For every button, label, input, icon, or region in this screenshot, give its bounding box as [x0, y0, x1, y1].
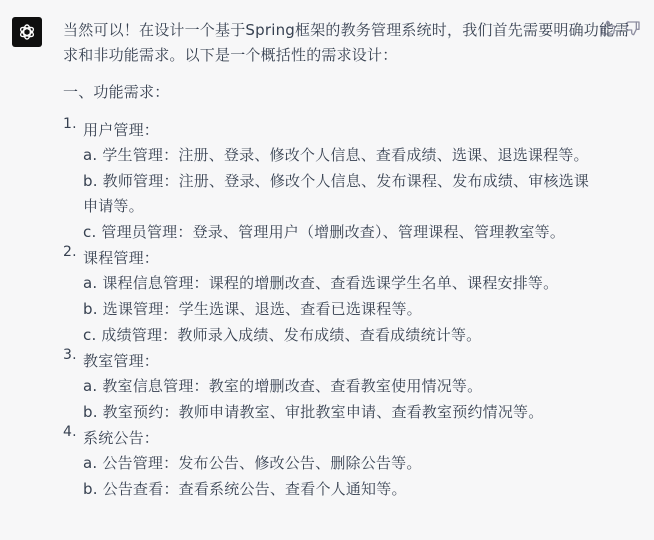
- intro-paragraph: 当然可以！在设计一个基于Spring框架的教务管理系统时，我们首先需要明确功能需求和非功能需求。以下是一个概括性的需求设计：: [63, 21, 630, 64]
- sub-item: c. 管理员管理：登录、管理用户（增删改查）、管理课程、管理教室等。: [83, 223, 566, 241]
- sub-item: a. 公告管理：发布公告、修改公告、删除公告等。: [83, 454, 422, 472]
- sub-item: b. 教师管理：注册、登录、修改个人信息、发布课程、发布成绩、审核选课申请等。: [83, 172, 590, 215]
- list-item-title: 课程管理：: [83, 249, 160, 267]
- sub-list: [83, 271, 643, 348]
- section-heading: 一、功能需求：: [63, 83, 170, 101]
- list-item-title: 教室管理：: [83, 352, 160, 370]
- list-item-title: 系统公告：: [83, 429, 160, 447]
- sub-item: b. 教室预约：教师申请教室、审批教室申请、查看教室预约情况等。: [83, 403, 544, 421]
- assistant-message: [63, 18, 643, 503]
- sub-item: b. 选课管理：学生选课、退选、查看已选课程等。: [83, 300, 422, 318]
- list-item: [63, 349, 643, 425]
- requirements-list: [63, 118, 643, 502]
- openai-logo-icon: [17, 22, 37, 42]
- list-number: 1.: [63, 116, 77, 132]
- sub-list: [83, 451, 643, 502]
- sub-item: a. 教室信息管理：教室的增删改查、查看教室使用情况等。: [83, 377, 483, 395]
- sub-item: b. 公告查看：查看系统公告、查看个人通知等。: [83, 480, 407, 498]
- list-number: 2.: [63, 244, 77, 260]
- sub-list: [83, 143, 643, 245]
- sub-list: [83, 374, 643, 425]
- sub-item: a. 课程信息管理：课程的增删改查、查看选课学生名单、课程安排等。: [83, 274, 559, 292]
- list-item: [63, 118, 643, 245]
- sub-item: a. 学生管理：注册、登录、修改个人信息、查看成绩、选课、退选课程等。: [83, 146, 589, 164]
- list-number: 4.: [63, 424, 77, 440]
- list-item: [63, 426, 643, 502]
- sub-item: c. 成绩管理：教师录入成绩、发布成绩、查看成绩统计等。: [83, 326, 482, 344]
- list-item: [63, 246, 643, 348]
- list-number: 3.: [63, 347, 77, 363]
- avatar: [12, 17, 42, 47]
- list-item-title: 用户管理：: [83, 121, 160, 139]
